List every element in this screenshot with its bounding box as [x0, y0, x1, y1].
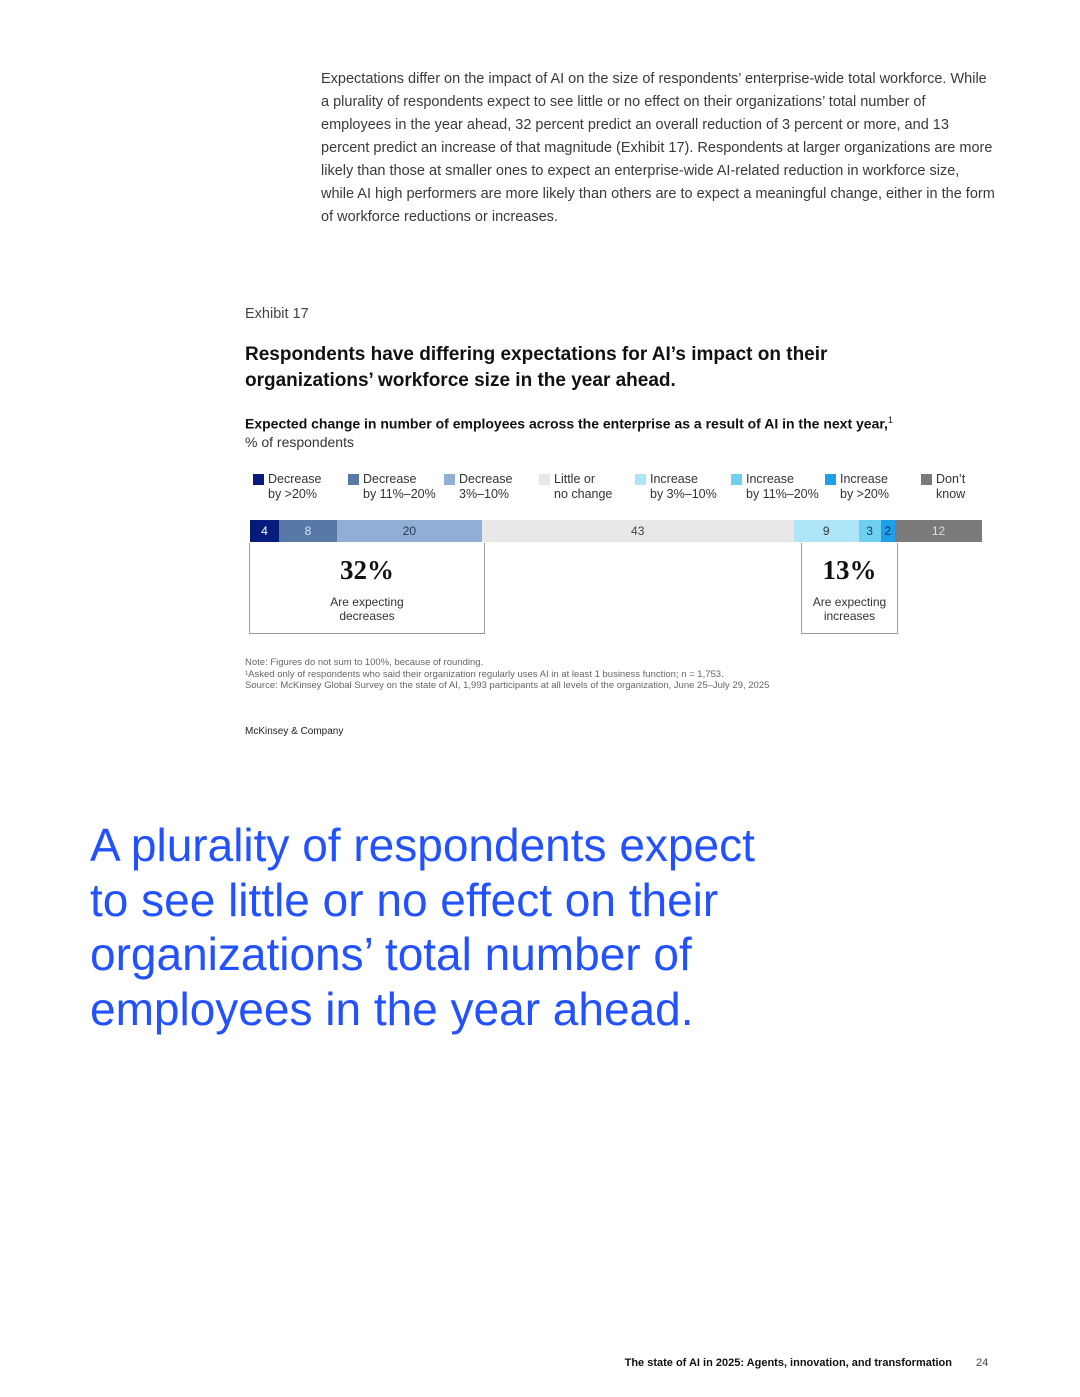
pull-quote: A plurality of respondents expect to see little or no effect on their organizations’ total number of employees in the year ahead. — [90, 819, 755, 1035]
legend-label — [746, 472, 819, 502]
legend-label-line: by 11%–20% — [363, 487, 436, 501]
decrease-callout-label — [250, 595, 484, 623]
chart-unit: % of respondents — [245, 434, 354, 450]
legend-label — [459, 472, 513, 502]
legend-swatch — [921, 474, 932, 485]
legend-label-line: no change — [554, 487, 613, 501]
legend-label — [554, 472, 612, 502]
bar-segment: 3 — [859, 520, 881, 542]
bar-segment: 2 — [881, 520, 895, 542]
legend-swatch — [348, 474, 359, 485]
legend-label-line: by >20% — [268, 487, 317, 501]
note-rounding: Note: Figures do not sum to 100%, because of rounding. — [245, 657, 484, 668]
chart-heading-text: Expected change in number of employees across the enterprise as a result of AI in the next year, — [245, 415, 888, 432]
legend-label — [650, 472, 717, 502]
bar-segment: 4 — [250, 520, 279, 542]
increase-callout — [801, 543, 898, 634]
legend-swatch — [635, 474, 646, 485]
page-number: 24 — [976, 1357, 989, 1369]
bar-segment: 12 — [895, 520, 982, 542]
increase-callout-label-line: increases — [823, 609, 876, 623]
legend-label-line: by >20% — [840, 487, 889, 501]
decrease-callout-label-line: decreases — [339, 609, 395, 623]
legend-label-line: by 11%–20% — [746, 487, 819, 501]
chart-heading-footnote: 1 — [887, 415, 893, 425]
legend-swatch — [444, 474, 455, 485]
exhibit-label: Exhibit 17 — [245, 306, 309, 322]
bar-segment: 8 — [279, 520, 337, 542]
legend-label — [363, 472, 436, 502]
legend-label-line: Don’t — [936, 472, 966, 486]
chart-notes — [245, 657, 1005, 692]
legend-label-line: by 3%–10% — [650, 487, 717, 501]
legend-label — [268, 472, 322, 502]
footer-title: The state of AI in 2025: Agents, innovation, and transformation — [624, 1357, 952, 1369]
bar-segment: 43 — [482, 520, 794, 542]
legend-swatch — [731, 474, 742, 485]
legend-label-line: 3%–10% — [459, 487, 510, 501]
legend-label — [936, 472, 965, 502]
legend-label-line: Decrease — [459, 472, 513, 486]
legend-label-line: Little or — [554, 472, 595, 486]
increase-callout-value: 13% — [822, 555, 877, 585]
bar-segment: 20 — [337, 520, 482, 542]
legend-label-line: Decrease — [268, 472, 322, 486]
legend-label-line: Increase — [840, 472, 888, 486]
legend-label — [840, 472, 889, 502]
legend-swatch — [825, 474, 836, 485]
legend-label-line: Decrease — [363, 472, 417, 486]
note-source: Source: McKinsey Global Survey on the state of AI, 1,993 participants at all levels of the organization, June 25–July 29, 2025 — [245, 680, 770, 691]
increase-callout-label-line: Are expecting — [812, 595, 887, 609]
legend-swatch — [253, 474, 264, 485]
legend-label-line: Increase — [650, 472, 698, 486]
chart-heading — [245, 415, 1005, 432]
decrease-callout-value: 32% — [340, 555, 394, 585]
note-footnote-1: ¹Asked only of respondents who said their organization regularly uses AI in at least 1 business function; n = 1,753. — [245, 668, 724, 680]
legend-label-line: Increase — [746, 472, 794, 486]
legend-label-line: know — [936, 487, 966, 501]
brand-name: McKinsey & Company — [245, 726, 344, 737]
increase-callout-label — [802, 595, 897, 623]
exhibit-title: Respondents have differing expectations for AI’s impact on their organizations’ workforce size in the year ahead. — [245, 344, 828, 391]
intro-paragraph: Expectations differ on the impact of AI on the size of respondents’ enterprise-wide total workforce. While a plurality of respondents expect to see little or no effect on their organizations’ total number of employees in the year ahead, 32 percent predict an overall reduction of 3 percent or more, and 13 percent predict an increase of that magnitude (Exhibit 17). Respondents at larger organizations are more likely than those at smaller ones to expect an enterprise-wide AI-related reduction in workforce size, while AI high performers are more likely than others are to expect a meaningful change, either in the form of workforce reductions or increases. — [321, 71, 995, 225]
bar-segment: 9 — [794, 520, 859, 542]
decrease-callout — [249, 543, 485, 634]
decrease-callout-label-line: Are expecting — [330, 595, 404, 609]
legend-swatch — [539, 474, 550, 485]
